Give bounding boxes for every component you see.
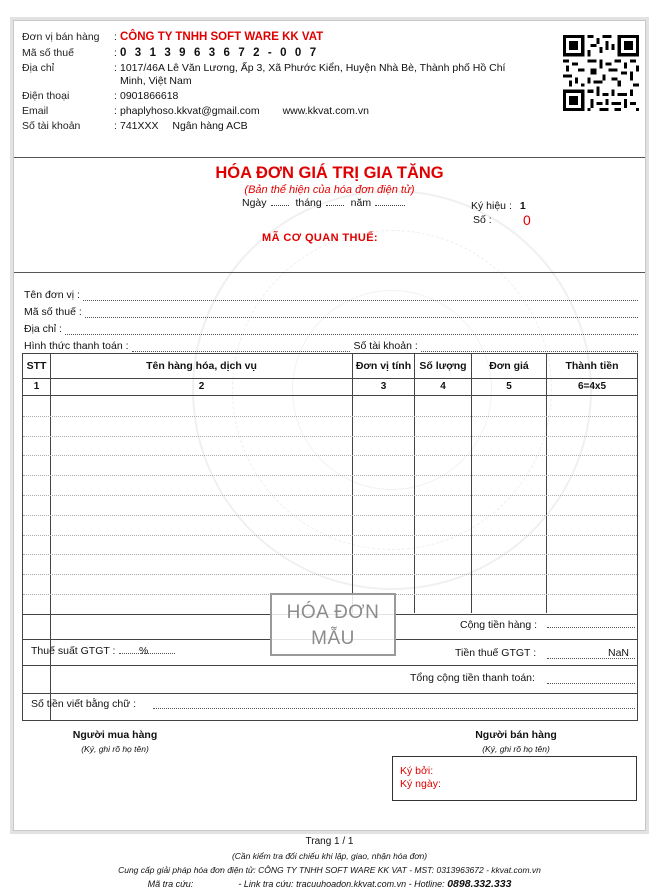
summary-divider-2 bbox=[23, 665, 637, 666]
tax-authority-code-label: MÃ CƠ QUAN THUẾ: bbox=[262, 232, 378, 244]
table-column-number-row bbox=[23, 379, 637, 396]
seller-address-label: Địa chỉ bbox=[22, 62, 55, 74]
invoice-number-label: Số : bbox=[473, 214, 492, 226]
hotline-number: 0898.332.333 bbox=[447, 878, 512, 890]
qr-code-icon bbox=[563, 35, 639, 111]
buyer-signature bbox=[60, 729, 170, 754]
seller-signature-hint: (Ký, ghi rõ họ tên) bbox=[482, 744, 550, 754]
total-label: Tổng cộng tiền thanh toán: bbox=[410, 672, 535, 684]
lookup-link[interactable]: tracuuhoadon.kkvat.com.vn bbox=[296, 879, 407, 889]
seller-tax-label: Mã số thuế bbox=[22, 47, 74, 59]
buyer-account-field bbox=[421, 342, 638, 352]
buyer-unit-field bbox=[83, 291, 638, 301]
seller-account-row bbox=[22, 120, 542, 135]
stamp-line-1: HÓA ĐƠN bbox=[286, 602, 380, 623]
header-amount: Thành tiền bbox=[565, 360, 619, 372]
item-row-line bbox=[23, 455, 637, 456]
buyer-signature-hint: (Ký, ghi rõ họ tên) bbox=[81, 744, 149, 754]
symbol-value: 1 bbox=[519, 200, 526, 212]
colnum-3: 3 bbox=[380, 381, 387, 392]
seller-signature-title: Người bán hàng bbox=[475, 729, 557, 741]
subtotal-label: Cộng tiền hàng : bbox=[460, 619, 537, 631]
footer-provider: Cung cấp giải pháp hóa đơn điện tử: CÔNG TY TNHH SOFT WARE KK VAT - MST: 0313963672 - kkvat.com.vn bbox=[118, 865, 541, 875]
item-row-line bbox=[23, 515, 637, 516]
lookup-code-label: Mã tra cứu: bbox=[147, 879, 194, 889]
vat-amount-value: NaN bbox=[608, 647, 630, 659]
header-unit-price: Đơn giá bbox=[489, 360, 529, 372]
colnum-4: 4 bbox=[440, 381, 446, 392]
footer-note: (Cần kiểm tra đối chiếu khi lập, giao, nhận hóa đơn) bbox=[231, 851, 428, 861]
seller-phone-row bbox=[22, 90, 542, 105]
colnum-2: 2 bbox=[198, 381, 205, 392]
header-unit: Đơn vị tính bbox=[355, 360, 412, 372]
buyer-info bbox=[24, 284, 638, 352]
year-field bbox=[375, 205, 405, 206]
buyer-tax-row bbox=[24, 301, 638, 318]
header-stt: STT bbox=[26, 360, 47, 372]
month-label: tháng bbox=[295, 197, 322, 209]
buyer-unit-row bbox=[24, 284, 638, 301]
total-field bbox=[547, 674, 635, 684]
buyer-payment-field bbox=[132, 342, 350, 352]
seller-address-row bbox=[22, 62, 542, 90]
item-row-line bbox=[23, 495, 637, 496]
buyer-payment-row bbox=[24, 335, 638, 352]
colnum-5: 5 bbox=[506, 381, 512, 392]
seller-address: 1017/46A Lê Văn Lương, Ấp 3, Xã Phước Kiển, Huyện Nhà Bè, Thành phố Hồ Chí Minh, Việt Nam bbox=[120, 62, 506, 87]
colnum-6: 6=4x5 bbox=[577, 381, 607, 392]
seller-tax-row bbox=[22, 47, 542, 62]
vat-amount-label: Tiền thuế GTGT : bbox=[455, 647, 536, 659]
seller-email-row bbox=[22, 105, 542, 120]
buyer-tax-label: Mã số thuế : bbox=[24, 306, 82, 318]
signed-by-label: Ký bởi: bbox=[400, 765, 434, 777]
buyer-signature-title: Người mua hàng bbox=[72, 729, 158, 741]
header-item-name: Tên hàng hóa, dịch vụ bbox=[146, 360, 257, 372]
invoice-number-value: 0 bbox=[523, 212, 531, 228]
item-row-line bbox=[23, 416, 637, 417]
seller-signature bbox=[458, 729, 574, 754]
month-field bbox=[326, 205, 344, 206]
invoice-title: HÓA ĐƠN GIÁ TRỊ GIA TĂNG bbox=[215, 164, 444, 182]
item-row-line bbox=[23, 436, 637, 437]
buyer-payment-label: Hình thức thanh toán : bbox=[24, 340, 129, 352]
buyer-tax-field bbox=[85, 308, 638, 318]
year-label: năm bbox=[350, 197, 372, 209]
seller-account-number: 741XXX bbox=[120, 120, 159, 132]
subtotal-field bbox=[547, 618, 635, 628]
footer-lookup bbox=[0, 878, 659, 890]
digital-signature-box bbox=[392, 756, 637, 801]
buyer-address-field bbox=[65, 325, 638, 335]
seller-name-label: Đơn vị bán hàng bbox=[22, 31, 100, 43]
colnum-1: 1 bbox=[33, 381, 40, 392]
amount-in-words-label: Số tiền viết bằng chữ : bbox=[31, 698, 136, 710]
item-row-line bbox=[23, 535, 637, 536]
vat-rate-unit: % bbox=[139, 645, 149, 657]
vat-rate-label: Thuế suất GTGT : bbox=[31, 645, 115, 657]
seller-info bbox=[22, 31, 542, 135]
table-header-row bbox=[23, 354, 637, 379]
seller-bank: Ngân hàng ACB bbox=[172, 120, 248, 132]
symbol-label: Ký hiệu : bbox=[471, 200, 512, 212]
item-row-line bbox=[23, 475, 637, 476]
header-quantity: Số lượng bbox=[419, 360, 467, 372]
invoice-subtitle: (Bản thể hiện của hóa đơn điện tử) bbox=[244, 184, 415, 196]
seller-tax-code: 0 3 1 3 9 6 3 6 7 2 - 0 0 7 bbox=[120, 47, 319, 59]
buyer-address-label: Địa chỉ : bbox=[24, 323, 62, 335]
seller-website[interactable]: www.kkvat.com.vn bbox=[282, 105, 369, 117]
invoice-date-line bbox=[242, 197, 409, 209]
seller-email-label: Email bbox=[22, 105, 49, 117]
items-table bbox=[22, 353, 638, 721]
signed-date-label: Ký ngày: bbox=[400, 778, 441, 790]
seller-name-row bbox=[22, 31, 542, 47]
lookup-link-label: - Link tra cứu: bbox=[238, 879, 294, 889]
page-indicator: Trang 1 / 1 bbox=[305, 836, 354, 847]
seller-email[interactable]: phaplyhoso.kkvat@gmail.com bbox=[120, 105, 260, 117]
buyer-address-row bbox=[24, 318, 638, 335]
seller-name: CÔNG TY TNHH SOFT WARE KK VAT bbox=[120, 31, 324, 43]
buyer-account-label: Số tài khoản : bbox=[354, 340, 418, 352]
invoice-symbol bbox=[471, 200, 526, 212]
seller-account-label: Số tài khoản bbox=[22, 120, 81, 132]
seller-phone-label: Điện thoại bbox=[22, 90, 70, 102]
seller-phone: 0901866618 bbox=[120, 90, 179, 102]
day-field bbox=[271, 205, 289, 206]
amount-in-words-field bbox=[153, 699, 635, 709]
header-divider bbox=[14, 157, 645, 158]
buyer-divider bbox=[14, 272, 645, 273]
stamp-line-2: MẪU bbox=[311, 628, 355, 649]
item-row-line bbox=[23, 574, 637, 575]
summary-divider-3 bbox=[23, 693, 637, 694]
hotline-label: - Hotline: bbox=[408, 879, 445, 889]
day-label: Ngày bbox=[242, 197, 267, 209]
sample-invoice-stamp bbox=[270, 593, 396, 656]
item-row-line bbox=[23, 554, 637, 555]
buyer-unit-label: Tên đơn vị : bbox=[24, 289, 80, 301]
